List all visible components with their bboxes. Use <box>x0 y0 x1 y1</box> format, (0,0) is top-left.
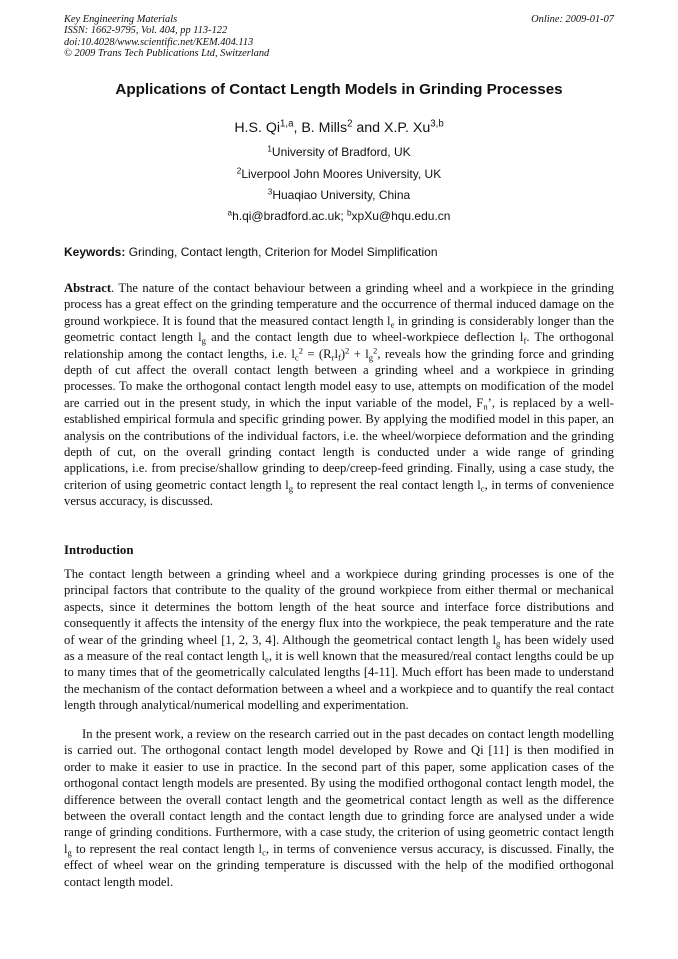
superscript: a <box>227 208 233 218</box>
journal-name: Key Engineering Materials <box>64 14 178 25</box>
text-run: H.S. Qi <box>234 120 281 136</box>
text-run: . The orthogonal relationship among the contact lengths, i.e. l <box>64 330 615 361</box>
text-run: h.qi@bradford.ac.uk; <box>232 209 347 223</box>
paper-title: Applications of Contact Length Models in Grinding Processes <box>115 81 563 98</box>
subscript: c <box>294 352 299 363</box>
subscript: g <box>67 847 72 858</box>
subscript: c <box>262 847 266 858</box>
superscript: 1,a <box>280 118 294 130</box>
text-run: l <box>334 346 338 361</box>
text-run: to represent the real contact length l <box>71 841 263 856</box>
text-run: , B. Mills <box>293 120 348 136</box>
keywords-label: Keywords: <box>64 245 126 259</box>
subscript: g <box>495 638 501 649</box>
text-run: , reveals how the grinding force and grinding depth of cut affect the overall contact length between a grinding wheel and a workpiece in grinding processes. To make the orthogonal contact length model easy to use, attempts on modification of the model are carried out in the present study, in which the input variable of the model, F <box>64 346 614 410</box>
abstract-label: Abstract <box>64 281 112 295</box>
abstract <box>64 280 614 510</box>
superscript: 2 <box>236 166 242 176</box>
text-run: ’, is replaced by a well-established empirical formula and specific grinding power. By applying the modified model in this paper, an analysis on the contributions of the individual factors, i.e. the wheel/worpiece deformation and the grinding depth of cut, on the overall grinding contact length is conducted under a wide range of grinding applications, i.e. from precise/shallow grinding to deep/creep-feed grinding. Finally, using a case study, the criterion of using geometric contact length l <box>64 395 614 492</box>
subscript: e <box>390 319 395 330</box>
copyright: © 2009 Trans Tech Publications Ltd, Switzerland <box>64 48 270 60</box>
text-run: University of Bradford, UK <box>271 145 411 159</box>
text-run: and X.P. Xu <box>352 120 431 136</box>
superscript: 2 <box>298 344 304 355</box>
text-run: , it is well known that the measured/real contact lengths could be up to many times that of the geometrically calculated lengths [4-11]. Much effort has been made to understand the mechanism of the contact deformation between a wheel and a workpiece and to quantify the real contact length through analytical/numerical modelling and experimentation. <box>64 649 614 713</box>
text-run: + l <box>349 346 369 361</box>
issn: ISSN: 1662-9795, Vol. 404, pp 113-122 <box>64 25 228 37</box>
superscript: 3 <box>267 187 273 197</box>
text-run: in grinding is considerably longer than the geometric contact length l <box>64 313 615 345</box>
subscript: f <box>523 335 527 346</box>
affiliation-3 <box>0 188 678 202</box>
text-run: , in terms of convenience versus accuracy, is discussed. Finally, the effect of wheel wear on the grinding temperature is discussed with the help of the modified orthogonal contact length model. <box>64 841 614 889</box>
subscript: c <box>480 483 485 494</box>
text-run: to represent the real contact length l <box>293 477 481 492</box>
subscript: g <box>201 335 206 346</box>
text-run: The contact length between a grinding wheel and a workpiece during grinding processes is one of the principal factors that contribute to the quality of the ground workpiece from either thermal or mechanical aspects, since it determines the bottom length of the heat source and interface force distributions and consequently it affects the intensity of the energy flux into the workpiece, the peak temperature and the rate of wear of the grinding wheel [1, 2, 3, 4]. Although the geometrical contact length l <box>64 567 614 647</box>
text-run: Huaqiao University, China <box>272 188 411 202</box>
text-run: = (R <box>303 346 332 361</box>
text-run: In the present work, a review on the research carried out in the past decades on contact length modelling is carried out. The orthogonal contact length model developed by Rowe and Qi [11] is then modified in order to make it easier to use in practice. In the second part of this paper, some application cases of the orthogonal contact length models are presented. By using the modified orthogonal contact length model, the difference between the overall contact length and the geometrical contact length as well as the difference between the overall contact length and the contact length due to grinding force are analysed under a wide range of grinding conditions. Furthermore, with a case study, the criterion of using geometric contact length l <box>64 727 614 856</box>
doi: doi:10.4028/www.scientific.net/KEM.404.113 <box>64 36 254 48</box>
subscript: g <box>288 483 294 494</box>
text-run: has been widely used as a measure of the real contact length l <box>64 632 614 664</box>
intro-paragraph-2 <box>64 726 614 890</box>
intro-paragraph-1 <box>64 566 614 714</box>
superscript: 3,b <box>430 118 444 130</box>
superscript: b <box>347 208 352 218</box>
affiliation-1 <box>0 145 678 159</box>
superscript: 2 <box>373 344 378 355</box>
abstract-body <box>64 281 614 508</box>
superscript: 2 <box>347 118 353 130</box>
text-run: Liverpool John Moores University, UK <box>241 167 442 181</box>
authors <box>0 120 678 136</box>
text-run: . The nature of the contact behaviour between a grinding wheel and a workpiece in the grinding process has a great effect on the grinding temperature and the occurrence of thermal induced damage on the ground workpiece. It is found that the measured contact length l <box>64 281 614 328</box>
affiliation-2 <box>0 167 678 181</box>
subscript: r <box>331 352 335 363</box>
subscript: e <box>265 654 269 665</box>
subscript: n <box>483 401 488 412</box>
superscript: 2 <box>345 344 350 355</box>
keywords-text: Grinding, Contact length, Criterion for Model Simplification <box>125 245 438 259</box>
text-run: and the contact length due to wheel-workpiece deflection l <box>205 330 524 345</box>
text-run: , in terms of convenience versus accuracy, is discussed. <box>64 477 615 509</box>
section-heading-introduction: Introduction <box>64 543 134 557</box>
journal-header <box>64 14 614 60</box>
subscript: f <box>337 352 341 363</box>
keywords <box>64 245 614 259</box>
text-run: xpXu@hqu.edu.cn <box>351 209 451 223</box>
author-emails <box>0 209 678 223</box>
superscript: 1 <box>267 144 272 154</box>
online-date: Online: 2009-01-07 <box>531 14 614 25</box>
text-run: ) <box>340 346 346 361</box>
subscript: g <box>368 352 374 363</box>
